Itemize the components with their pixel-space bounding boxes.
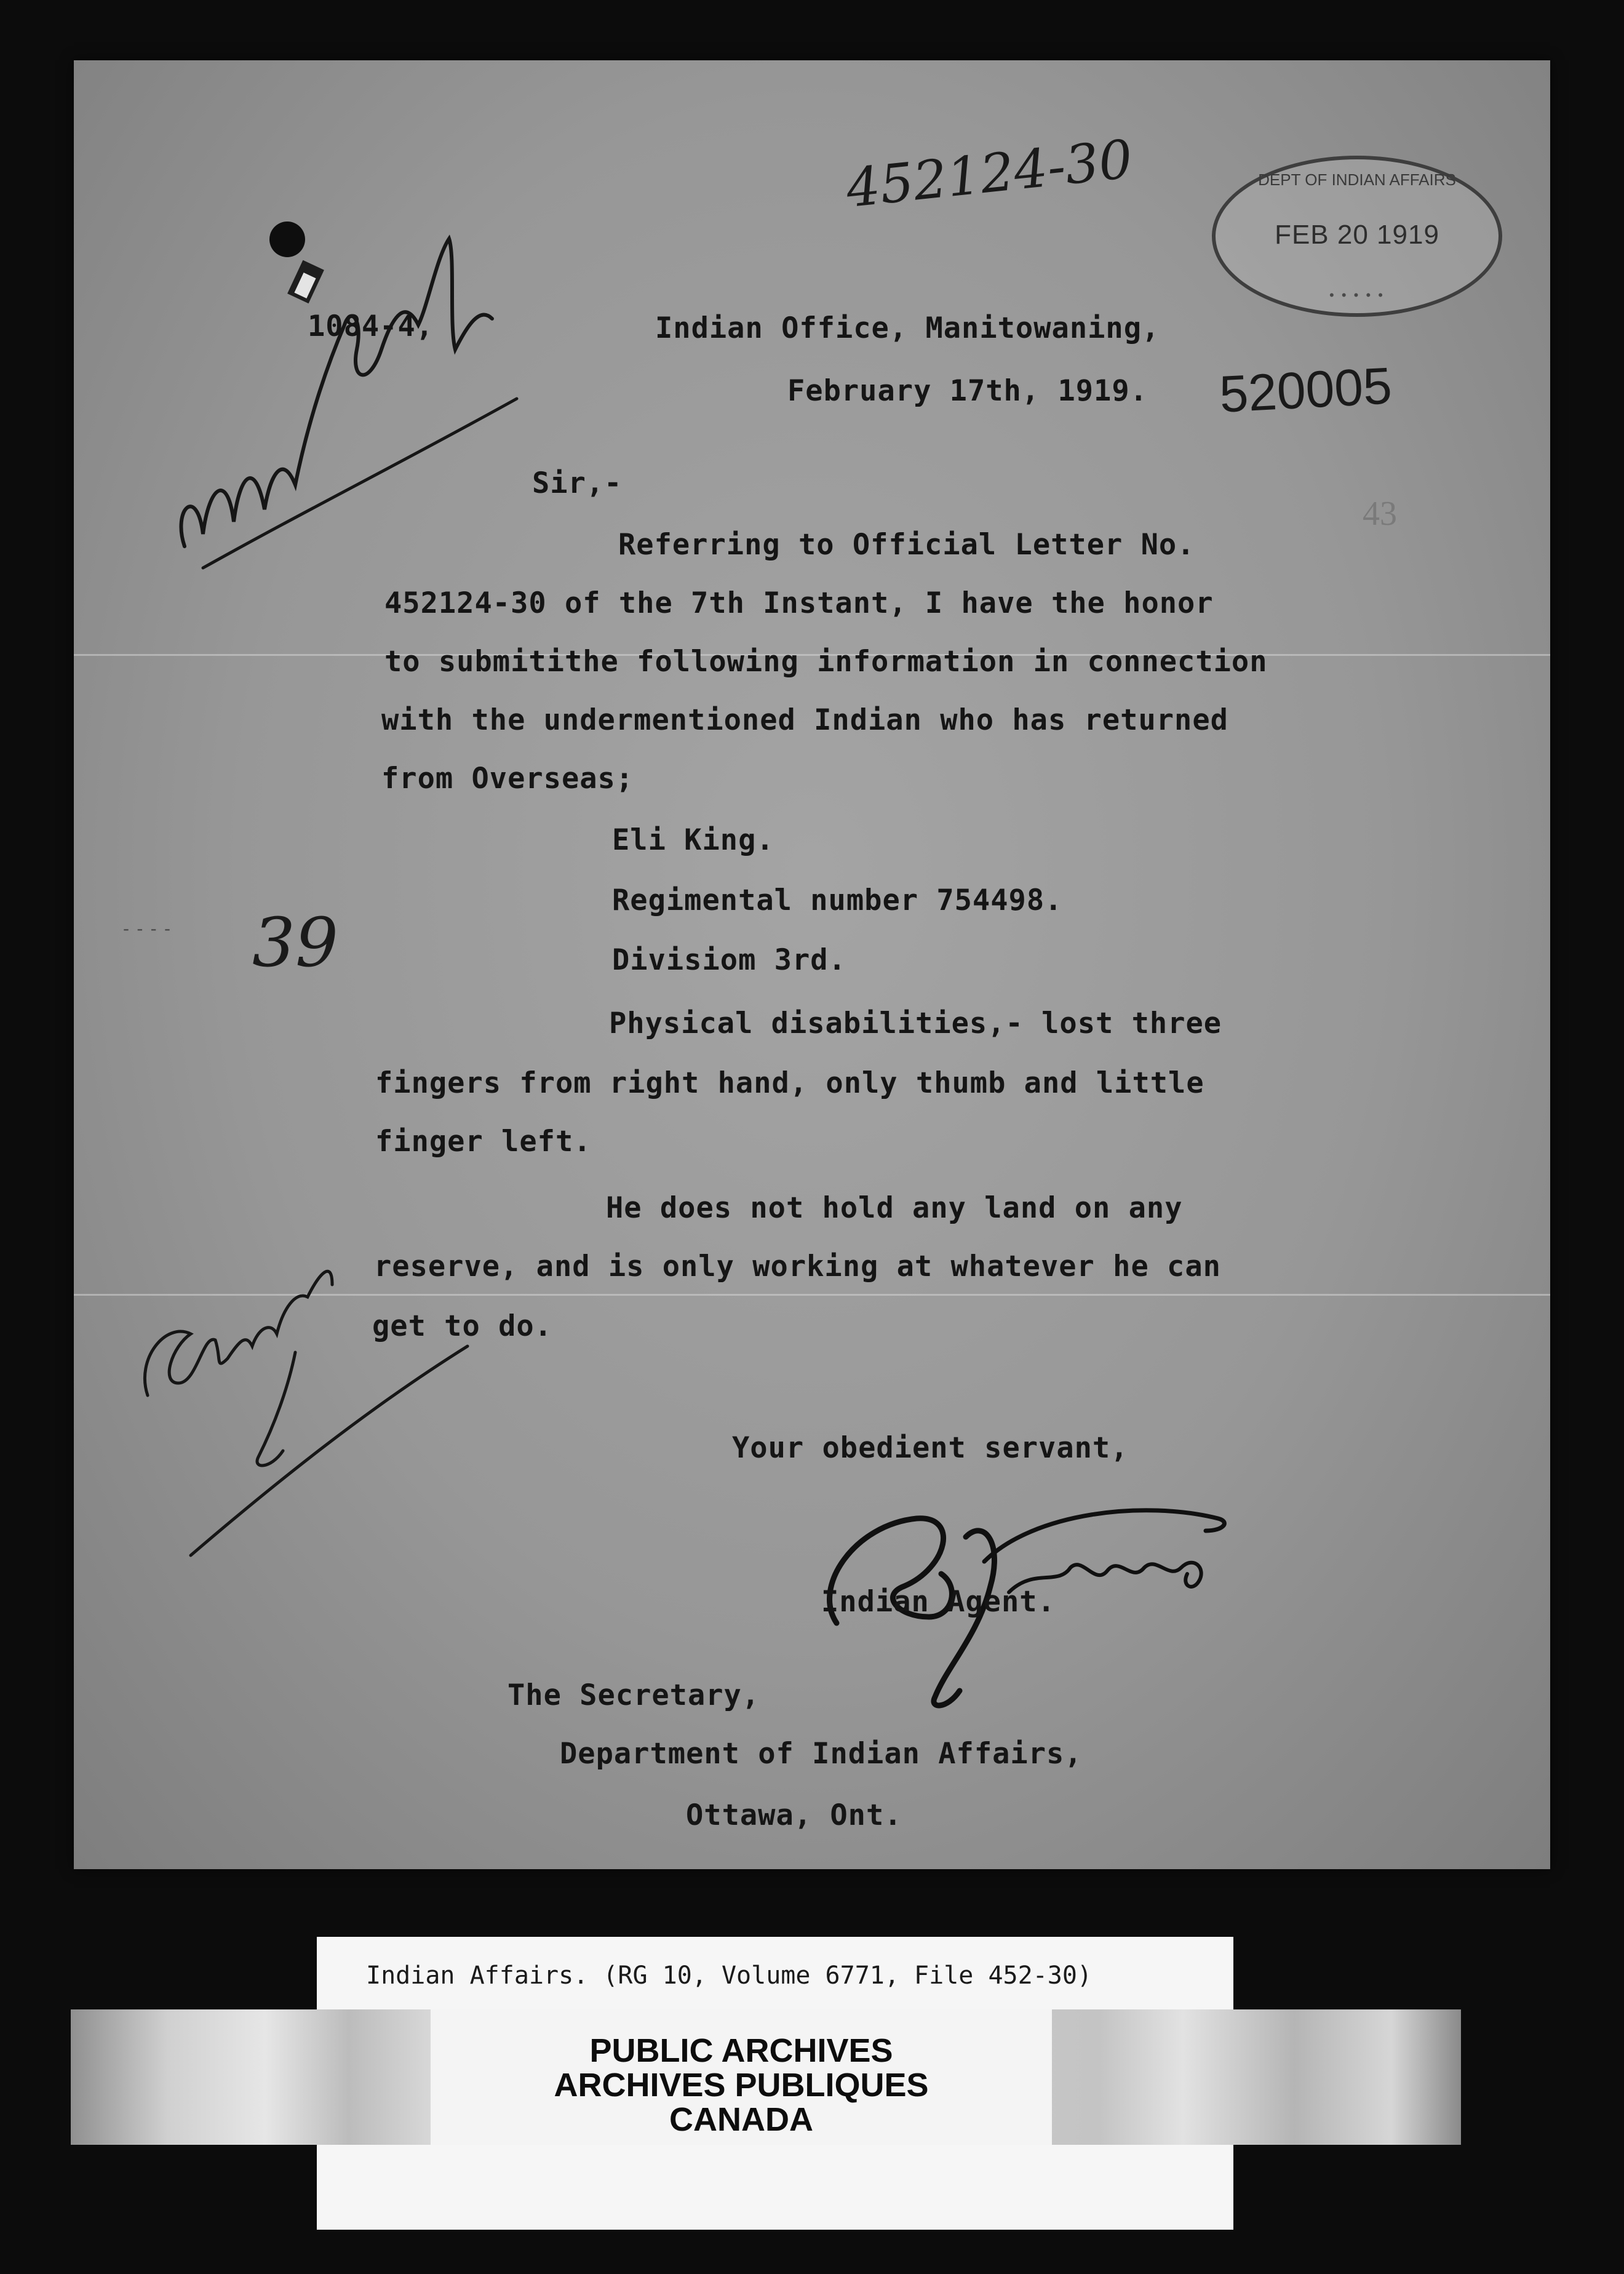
margin-number: 39 xyxy=(252,903,338,982)
archives-line-3: CANADA xyxy=(669,2101,813,2138)
handwritten-file-number: 452124-30 xyxy=(843,128,1136,220)
letter-date: February 17th, 1919. xyxy=(787,374,1148,408)
margin-dashes: - - - - xyxy=(123,919,172,939)
body-line: fingers from right hand, only thumb and little xyxy=(375,1066,1204,1100)
handwritten-initials-top xyxy=(148,165,529,596)
page-number: 43 xyxy=(1363,495,1397,533)
handwritten-note-lower xyxy=(123,1199,492,1580)
recipient-line: The Secretary, xyxy=(507,1678,760,1712)
division: Divisiom 3rd. xyxy=(612,943,846,977)
sender-address: Indian Office, Manitowaning, xyxy=(655,311,1160,345)
stamp-department-text: DEPT OF INDIAN AFFAIRS xyxy=(1258,170,1456,189)
body-line: reserve, and is only working at whatever he can xyxy=(374,1250,1221,1283)
archives-logo-box xyxy=(431,2009,1052,2145)
archive-caption: Indian Affairs. (RG 10, Volume 6771, File 452-30) xyxy=(366,1961,1093,1990)
archive-label-bottom xyxy=(317,2145,1233,2230)
soldier-name: Eli King. xyxy=(612,823,774,857)
body-line: finger left. xyxy=(375,1125,592,1159)
body-line: 452124-30 of the 7th Instant, I have the honor xyxy=(384,586,1214,620)
body-line: get to do. xyxy=(372,1309,552,1343)
signer-title: Indian Agent. xyxy=(821,1585,1056,1619)
closing: Your obedient servant, xyxy=(732,1431,1129,1465)
received-stamp xyxy=(1212,156,1502,317)
regimental-number: Regimental number 754498. xyxy=(612,884,1063,917)
body-line: He does not hold any land on any xyxy=(606,1191,1183,1225)
salutation: Sir,- xyxy=(532,466,623,500)
recipient-line: Department of Indian Affairs, xyxy=(560,1737,1083,1771)
disabilities: Physical disabilities,- lost three xyxy=(609,1007,1222,1040)
letter-page xyxy=(74,60,1550,1869)
archives-line-1: PUBLIC ARCHIVES xyxy=(589,2032,893,2069)
archive-caption-strip xyxy=(317,1937,1233,2009)
stamp-date: FEB 20 1919 xyxy=(1275,220,1439,250)
file-reference: 1084-4, xyxy=(308,309,434,343)
stamped-document-number: 520005 xyxy=(1218,356,1393,423)
archives-line-2: ARCHIVES PUBLIQUES xyxy=(554,2067,929,2104)
recipient-line: Ottawa, Ont. xyxy=(686,1798,902,1832)
body-line: Referring to Official Letter No. xyxy=(618,528,1195,562)
stamp-lower-marks: • • • • • xyxy=(1329,287,1385,303)
body-line: to submitithe following information in connection xyxy=(384,645,1268,679)
body-line: from Overseas; xyxy=(381,762,634,796)
body-line: with the undermentioned Indian who has returned xyxy=(381,703,1228,737)
